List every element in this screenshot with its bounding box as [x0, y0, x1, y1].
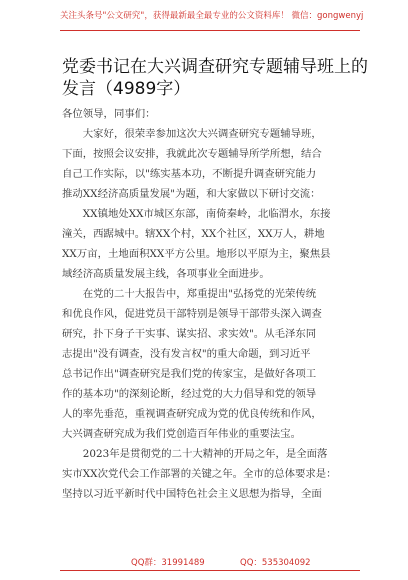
- body-line: 潼关，西踞城中。辖XX个村，XX个社区，XX万人，耕地: [62, 228, 325, 240]
- body-line: 大家好，很荣幸参加这次大兴调查研究专题辅导班，: [62, 128, 322, 140]
- document-body: [62, 104, 344, 504]
- body-line: 各位领导，同事们：: [62, 108, 156, 120]
- body-line: 人的率先垂范，重视调查研究成为党的优良传统和作风，: [62, 408, 322, 420]
- body-line: 域经济高质量发展主线，各项事业全面进步。: [62, 268, 270, 280]
- body-line: 坚持以习近平新时代中国特色社会主义思想为指导，全面: [62, 488, 322, 500]
- title-line-2: 发言（4989字）: [62, 79, 191, 99]
- header-banner: 关注头条号"公文研究"，获得最新最全最专业的公文资料库！ 微信：gongwenyj: [60, 11, 364, 21]
- body-line: 下面，按照会议安排，我就此次专题辅导所学所想，结合: [62, 148, 322, 160]
- body-line: 大兴调查研究成为我们党创造百年伟业的重要法宝。: [62, 428, 301, 440]
- body-line: 研究，扑下身子干实事、谋实招、求实效"。从毛泽东同: [62, 328, 317, 340]
- body-line: 在党的二十大报告中，郑重提出"弘扬党的光荣传统: [62, 288, 317, 300]
- body-line: XX万亩，土地面积XX平方公里。地形以平原为主，聚焦县: [62, 248, 331, 260]
- body-line: 总书记作出"调查研究是我们党的传家宝，是做好各项工: [62, 368, 317, 380]
- qq-number: QQ：535304092: [240, 558, 311, 568]
- document-title: [62, 56, 368, 100]
- body-line: 作的基本功"的深刻论断，经过党的大力倡导和党的领导: [62, 388, 317, 400]
- qq-group-number: QQ群：31991489: [131, 558, 205, 568]
- body-line: 志提出"没有调查，没有发言权"的重大命题，到习近平: [62, 348, 311, 360]
- body-line: 2023年是贯彻党的二十大精神的开局之年，是全面落: [62, 448, 328, 460]
- footer-divider: [60, 570, 360, 571]
- body-line: 和优良作风，促进党员干部特别是领导干部带头深入调查: [62, 308, 322, 320]
- body-line: 自己工作实际，以"练实基本功，不断提升调查研究能力: [62, 168, 317, 180]
- body-line: 推动XX经济高质量发展"为题，和大家做以下研讨交流：: [62, 188, 321, 200]
- header-divider: [60, 30, 360, 31]
- body-line: 实市XX次党代会工作部署的关键之年。全市的总体要求是：: [62, 468, 337, 480]
- body-line: XX镇地处XX市城区东部，南倚秦岭，北临渭水，东接: [62, 208, 331, 220]
- title-line-1: 党委书记在大兴调查研究专题辅导班上的: [62, 57, 368, 77]
